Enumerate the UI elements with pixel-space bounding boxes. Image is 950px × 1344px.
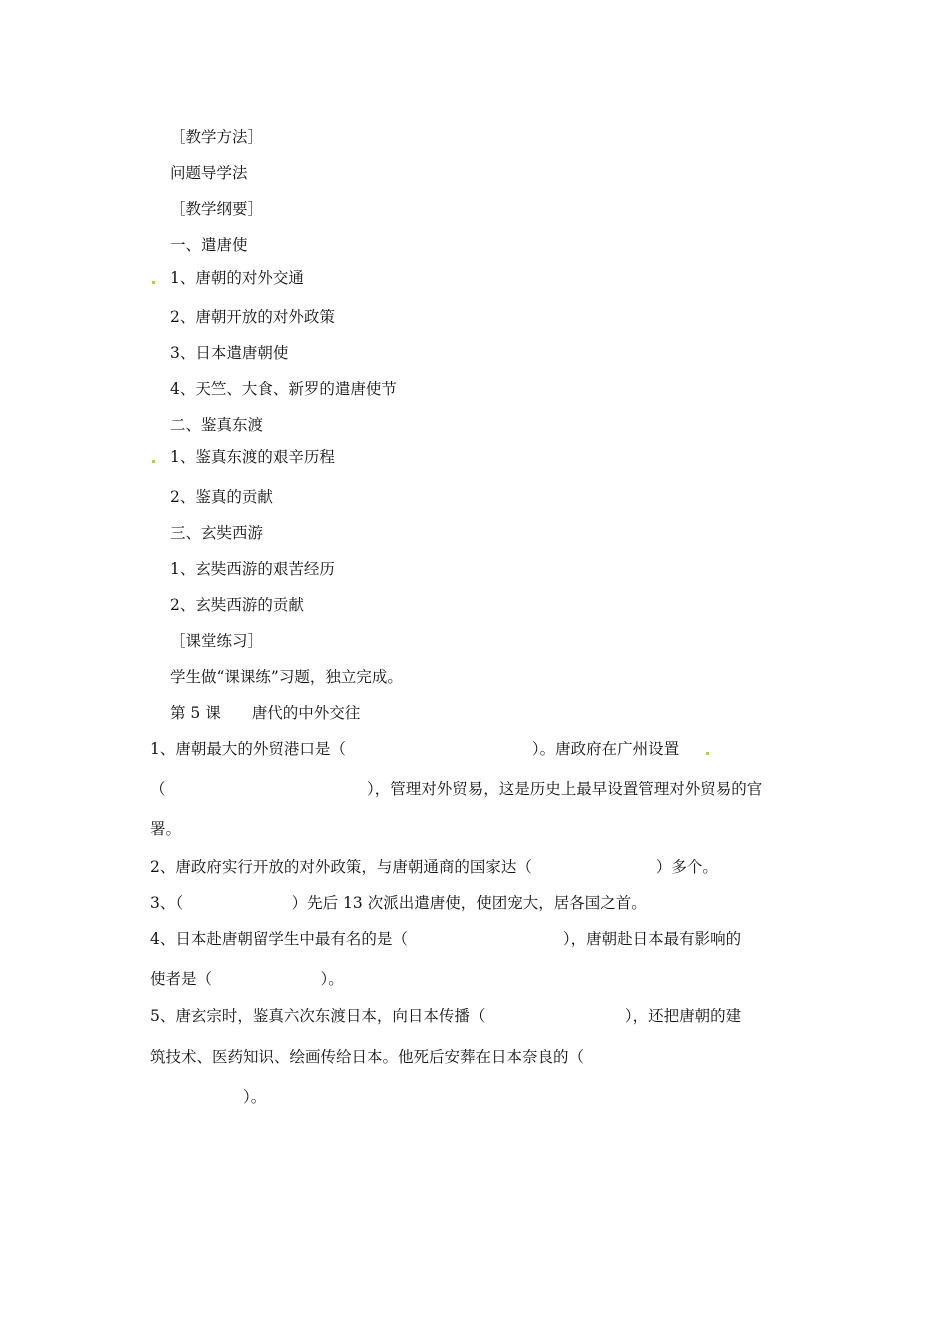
question-3: 3、（ ）先后 13 次派出遣唐使，使团宠大，居各国之首。 bbox=[150, 894, 647, 912]
question-2: 2、唐政府实行开放的对外政策，与唐朝通商的国家达（ ）多个。 bbox=[150, 858, 718, 876]
margin-mark bbox=[706, 752, 709, 755]
outline-item: 2、鉴真的贡献 bbox=[170, 488, 273, 506]
outline-item: 4、天竺、大食、新罗的遣唐使节 bbox=[170, 380, 397, 398]
question-1-line-3: 署。 bbox=[150, 820, 182, 838]
margin-mark bbox=[152, 281, 155, 284]
question-5-line-3: ）。 bbox=[150, 1088, 267, 1106]
outline-item: 三、玄奘西游 bbox=[170, 524, 264, 542]
outline-item: 1、唐朝的对外交通 bbox=[170, 269, 304, 287]
lesson-title: 第 5 课 唐代的中外交往 bbox=[170, 704, 361, 722]
outline-item: 1、鉴真东渡的艰辛历程 bbox=[170, 448, 335, 466]
question-4-line-1: 4、日本赴唐朝留学生中最有名的是（ ），唐朝赴日本最有影响的 bbox=[150, 930, 742, 948]
outline-item: 3、日本遣唐朝使 bbox=[170, 344, 289, 362]
question-5-line-1: 5、唐玄宗时，鉴真六次东渡日本，向日本传播（ ），还把唐朝的建 bbox=[150, 1007, 742, 1025]
outline-item: 2、唐朝开放的对外政策 bbox=[170, 308, 335, 326]
method-text: 问题导学法 bbox=[170, 164, 248, 182]
practice-text: 学生做“课课练”习题，独立完成。 bbox=[170, 668, 403, 686]
outline-item: 1、玄奘西游的艰苦经历 bbox=[170, 560, 335, 578]
practice-heading: ［课堂练习］ bbox=[170, 632, 264, 650]
margin-mark bbox=[152, 460, 155, 463]
outline-item: 一、遣唐使 bbox=[170, 236, 248, 254]
question-1-line-2: （ ），管理对外贸易，这是历史上最早设置管理对外贸易的官 bbox=[150, 780, 763, 798]
outline-item: 2、玄奘西游的贡献 bbox=[170, 596, 304, 614]
method-heading: ［教学方法］ bbox=[170, 128, 264, 146]
question-4-line-2: 使者是（ ）。 bbox=[150, 970, 344, 988]
question-1-line-1: 1、唐朝最大的外贸港口是（ ）。唐政府在广州设置 bbox=[150, 740, 680, 758]
outline-item: 二、鉴真东渡 bbox=[170, 416, 264, 434]
outline-heading: ［教学纲要］ bbox=[170, 200, 264, 218]
question-5-line-2: 筑技术、医药知识、绘画传给日本。他死后安葬在日本奈良的（ bbox=[150, 1048, 585, 1066]
